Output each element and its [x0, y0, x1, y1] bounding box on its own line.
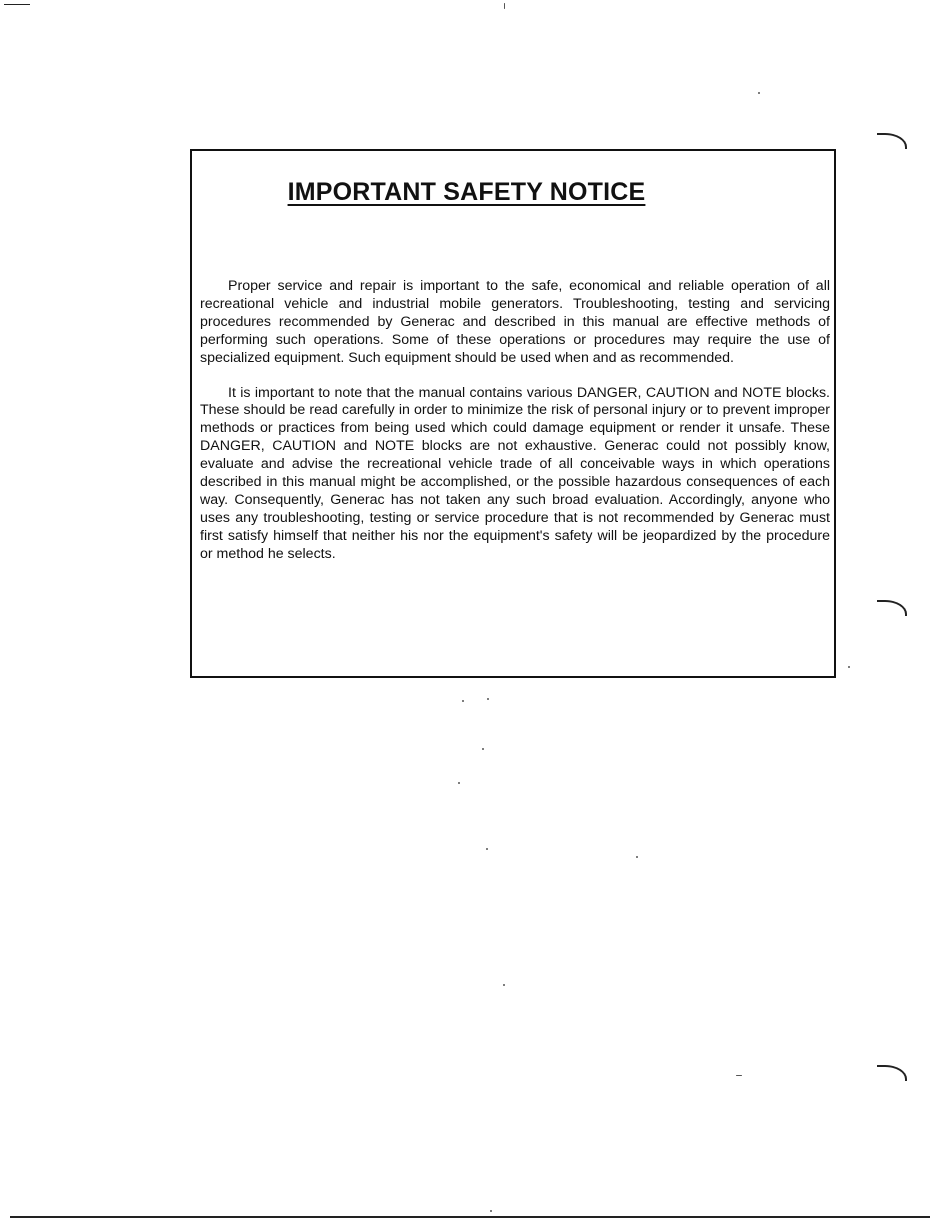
- hole-punch-top: [877, 133, 907, 149]
- notice-body: [200, 278, 830, 581]
- scan-speck: [486, 848, 488, 850]
- scan-speck: [504, 3, 505, 9]
- scan-speck: [503, 984, 505, 986]
- notice-paragraph-2: It is important to note that the manual contains various DANGER, CAUTION and NOTE blocks. These should be read carefully in order to minimize the risk of personal injury or to prevent improper methods or practices from being used which could damage equipment or render it unsafe. These DANGER, CAUTION and NOTE blocks are not exhaustive. Generac could not possibly know, evaluate and advise the recreational vehicle trade of all conceivable ways in which operations described in this manual might be accomplished, or the possible hazardous consequences of each way. Consequently, Generac has not taken any such broad evaluation. Accordingly, anyone who uses any troubleshooting, testing or service procedure that is not recommended by Generac must first satisfy himself that neither his nor the equipment's safety will be jeopardized by the procedure or method he selects.: [200, 384, 830, 562]
- scan-speck: [636, 856, 638, 858]
- scan-speck: [487, 698, 489, 700]
- scan-speck: [848, 666, 850, 668]
- notice-title-text: IMPORTANT SAFETY NOTICE: [287, 178, 646, 206]
- page-bottom-rule: [10, 1216, 930, 1218]
- hole-punch-bottom: [877, 1065, 907, 1081]
- scan-speck: [458, 782, 460, 784]
- scan-speck: [758, 92, 760, 94]
- scan-speck: [482, 748, 484, 750]
- notice-paragraph-1: Proper service and repair is important to the safe, economical and reliable operation of all recreational vehicle and industrial mobile generators. Troubleshooting, testing and servicing procedures recommended by Generac and described in this manual are effective methods of performing such operations. Some of these operations or procedures may require the use of specialized equipment. Such equipment should be used when and as recommended.: [200, 278, 830, 366]
- scan-speck: [490, 1210, 492, 1212]
- scan-speck: [462, 700, 464, 702]
- hole-punch-middle: [877, 600, 907, 616]
- scan-speck: [736, 1075, 742, 1076]
- scan-edge-mark: [4, 4, 30, 5]
- notice-title: [0, 178, 933, 207]
